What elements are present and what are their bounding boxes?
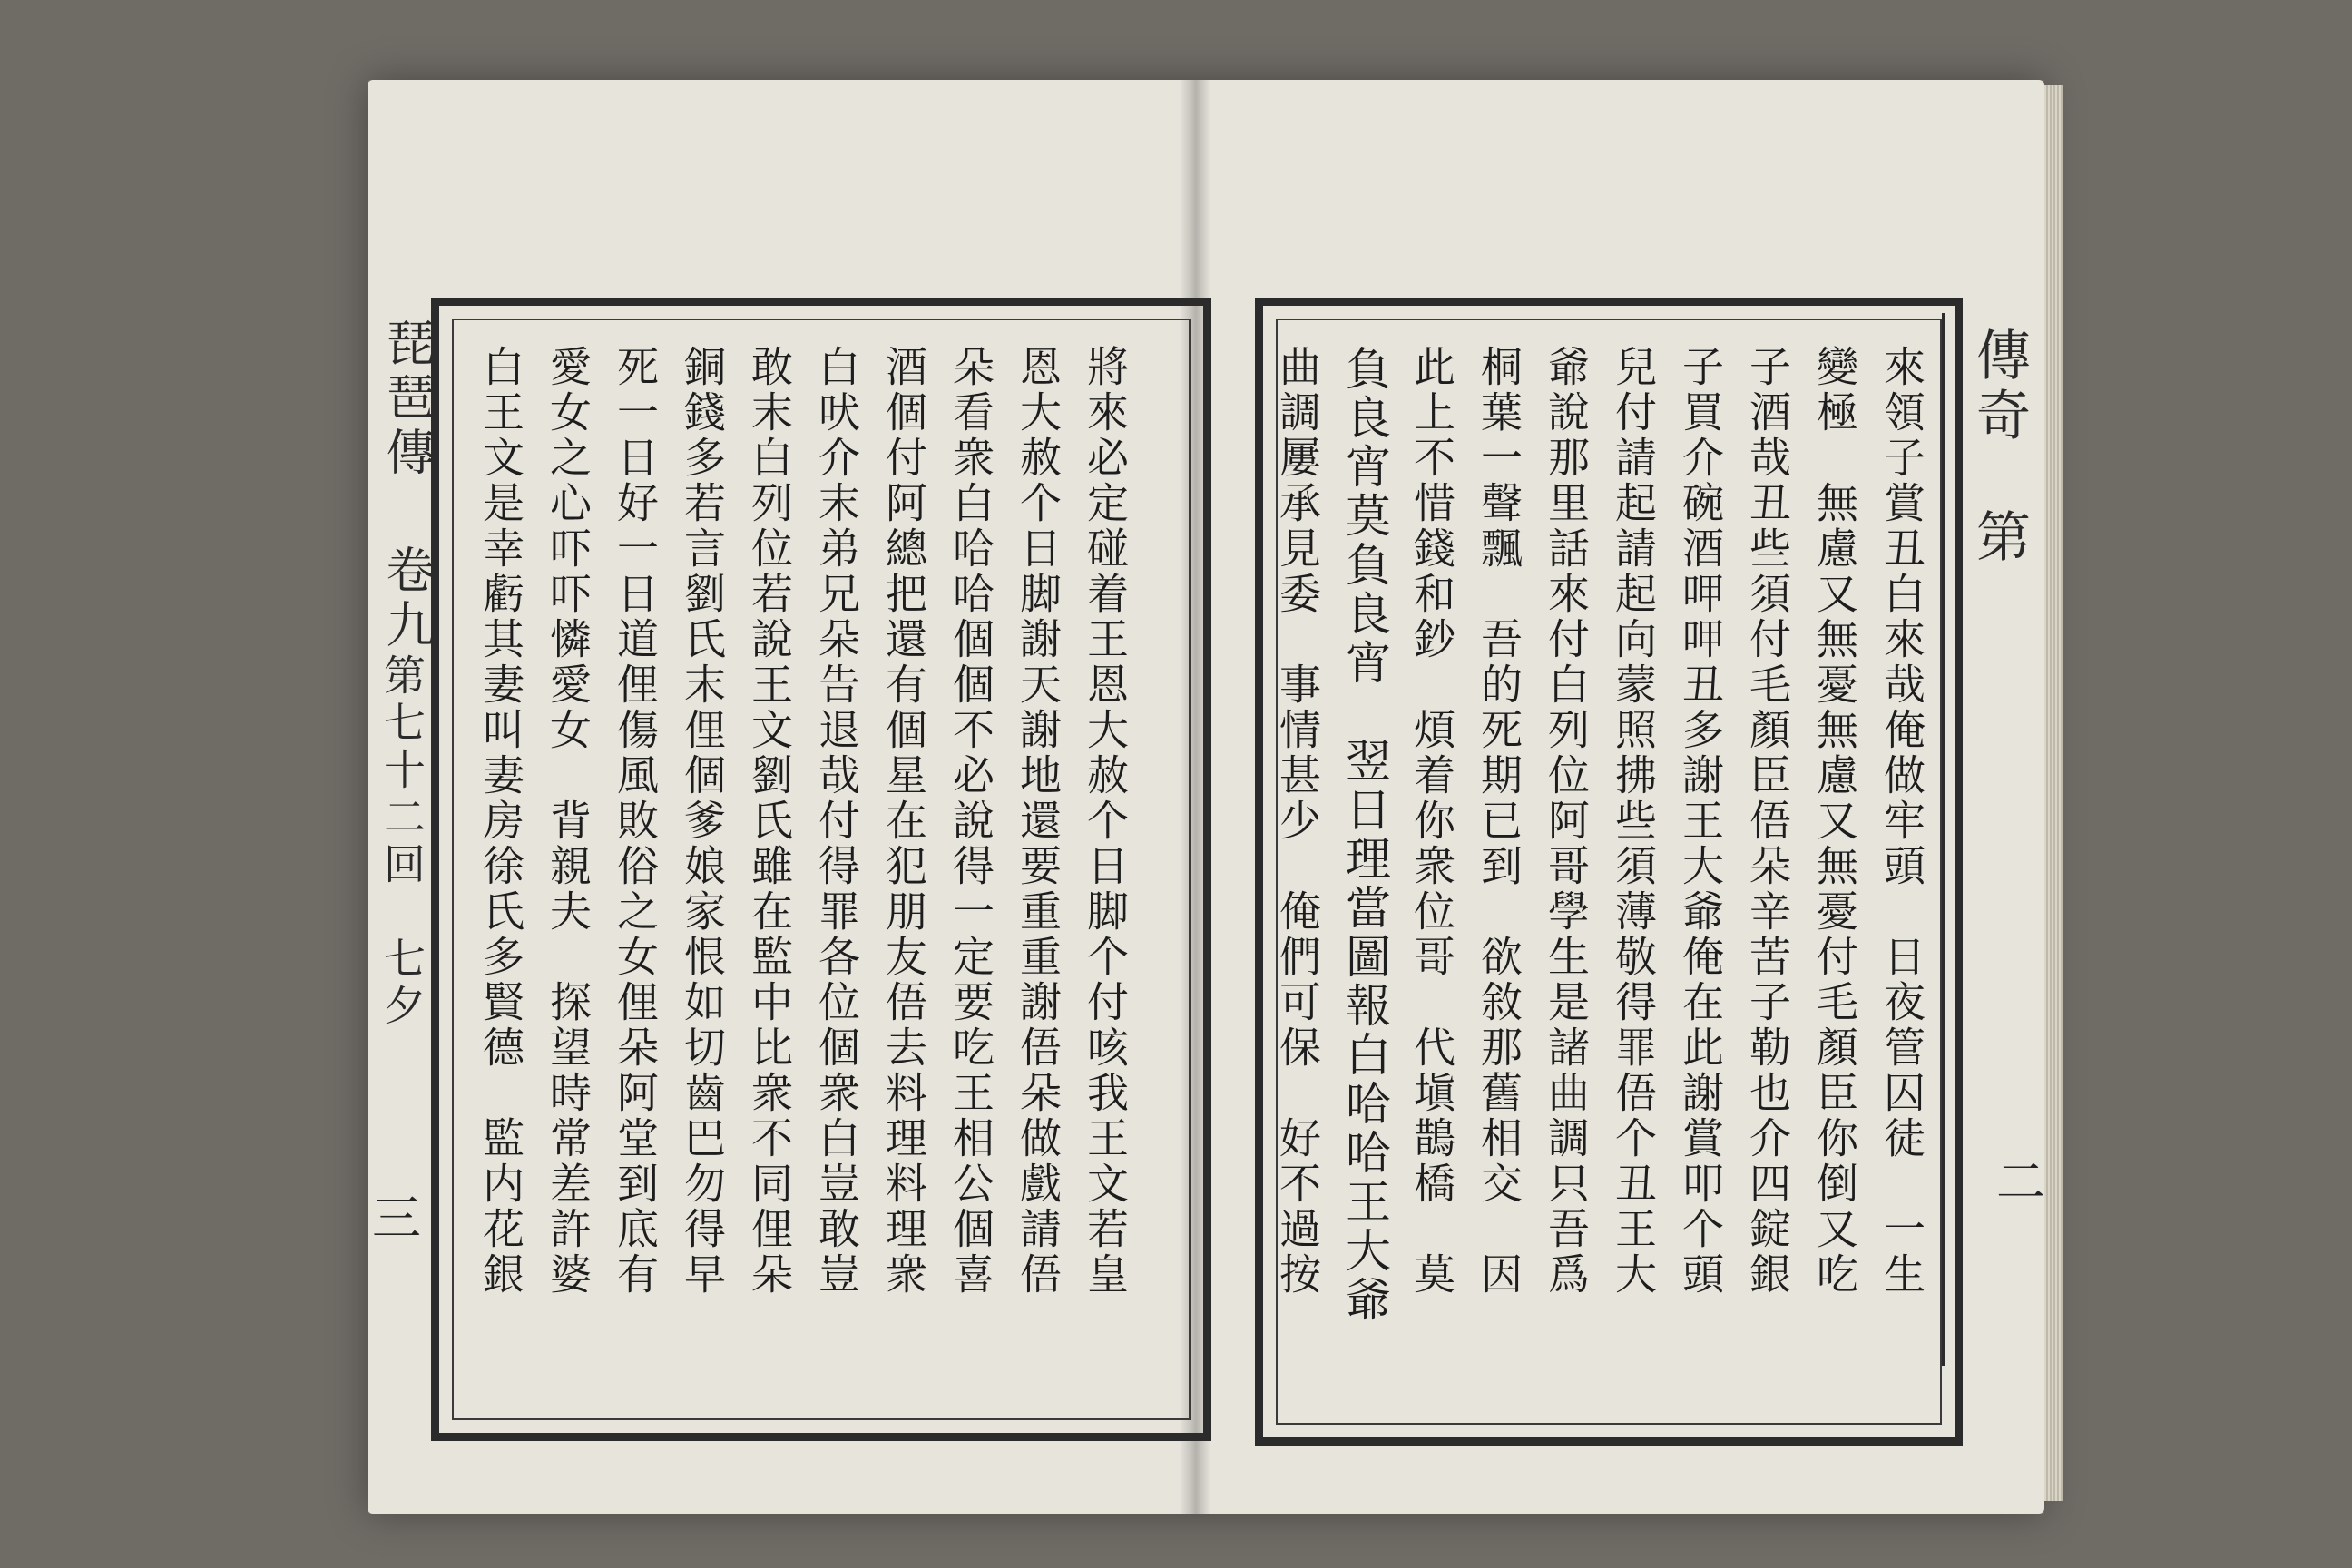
text-column: 愛女之心吓吓憐愛女 背親夫 探望時常差許婆 (544, 345, 593, 1298)
right-band-rule (1942, 313, 1945, 1366)
left-margin-title: 琵琶傳 (378, 318, 436, 481)
right-margin-title: 傳奇 (1967, 327, 2031, 446)
text-column: 爺說那里話來付白列位阿哥學生是諸曲調只吾爲 (1542, 345, 1591, 1298)
text-column: 負良宵莫負良宵 翌日理當圖報白哈哈王大爺 (1338, 345, 1391, 1325)
text-column: 白吠介末弟兄朵告退哉付得罪各位個衆白豈敢豈 (812, 345, 861, 1298)
text-column: 子買介碗酒呷呷丑多謝王大爺俺在此謝賞叩个頭 (1676, 345, 1725, 1298)
text-column: 兒付請起請起向蒙照拂些須薄敬得罪俉个丑王大 (1609, 345, 1658, 1298)
right-margin-volume: 第 (1967, 508, 2031, 568)
text-column: 朵看衆白哈哈個個不必說得一定要吃王相公個喜 (946, 345, 995, 1298)
text-column: 此上不惜錢和鈔 煩着你衆位哥 代塡鵲橋 莫 (1407, 345, 1456, 1298)
text-column: 死一日好一日道俚傷風敗俗之女俚朵阿堂到底有 (611, 345, 660, 1298)
text-column: 變極 無慮又無憂無慮又無憂付毛顏臣你倒又吃 (1810, 345, 1859, 1298)
right-page-number: 二 (1996, 1153, 2045, 1210)
text-column: 銅錢多若言劉氏末俚個爹娘家恨如切齒巴勿得早 (678, 345, 727, 1298)
left-margin-chapter: 第七十二回 七夕 (377, 653, 426, 1031)
left-margin-volume: 卷九 (378, 544, 436, 653)
text-column: 曲調屢承見委 事情甚少 俺們可保 好不過按 (1273, 345, 1322, 1298)
text-column: 來領子賞丑白來哉俺做牢頭 日夜管囚徒 一生 (1877, 345, 1926, 1298)
text-column: 恩大赦个日脚謝天謝地還要重重謝俉朵做戲請俉 (1014, 345, 1063, 1298)
text-column: 酒個付阿總把還有個星在犯朋友俉去料理料理衆 (879, 345, 928, 1298)
text-column: 子酒哉丑些須付毛顏臣俉朵辛苦子勒也介四錠銀 (1743, 345, 1792, 1298)
text-column: 敢末白列位若說王文劉氏雖在監中比衆不同俚朵 (745, 345, 794, 1298)
left-page-number: 三 (372, 1190, 421, 1247)
text-column: 將來必定碰着王恩大赦个日脚个付咳我王文若皇 (1081, 345, 1130, 1298)
page-edges (2044, 85, 2063, 1501)
text-column: 桐葉一聲飄 吾的死期已到 欲敘那舊相交 因 (1475, 345, 1524, 1298)
text-column: 白王文是幸虧其妻叫妻房徐氏多賢德 監内花銀 (476, 345, 525, 1298)
